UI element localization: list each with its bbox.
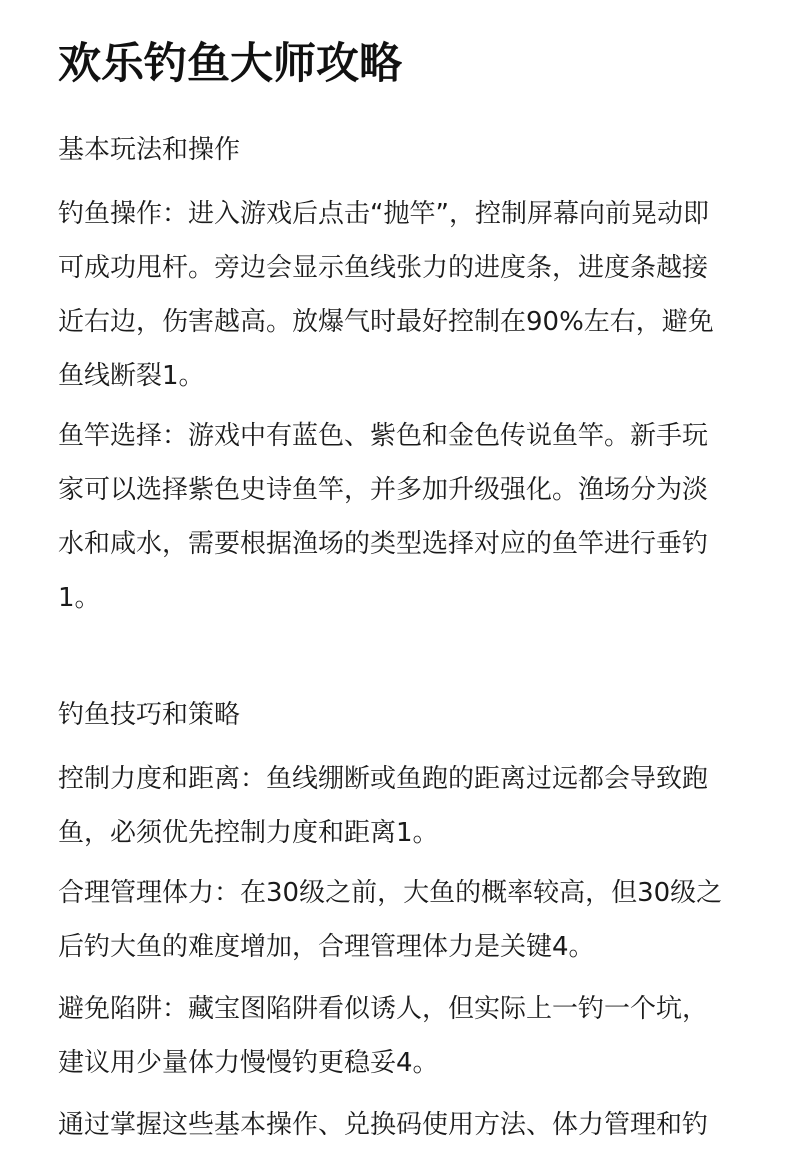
paragraph-fishing-operation [58, 187, 748, 403]
paragraph-line: 钓鱼操作：进入游戏后点击“抛竿”，控制屏幕向前晃动即 [58, 199, 709, 229]
section-heading-tips: 钓鱼技巧和策略 [58, 700, 241, 730]
paragraph-line: 合理管理体力：在30级之前，大鱼的概率较高，但30级之 [58, 878, 723, 908]
paragraph-line: 建议用少量体力慢慢钓更稳妥4。 [58, 1048, 439, 1078]
paragraph-line: 家可以选择紫色史诗鱼竿，并多加升级强化。渔场分为淡 [58, 475, 709, 505]
paragraph-line: 通过掌握这些基本操作、兑换码使用方法、体力管理和钓 [58, 1110, 709, 1140]
paragraph-summary [58, 1098, 748, 1152]
paragraph-line: 可成功甩杆。旁边会显示鱼线张力的进度条，进度条越接 [58, 253, 709, 283]
paragraph-rod-selection [58, 409, 748, 625]
paragraph-line: 避免陷阱：藏宝图陷阱看似诱人，但实际上一钓一个坑， [58, 994, 709, 1024]
paragraph-line: 后钓大鱼的难度增加，合理管理体力是关键4。 [58, 932, 595, 962]
paragraph-line: 1。 [58, 583, 101, 613]
paragraph-line: 近右边，伤害越高。放爆气时最好控制在90%左右，避免 [58, 307, 714, 337]
paragraph-line: 鱼竿选择：游戏中有蓝色、紫色和金色传说鱼竿。新手玩 [58, 421, 709, 451]
section-heading-basics: 基本玩法和操作 [58, 135, 241, 165]
paragraph-control-force [58, 752, 748, 860]
paragraph-avoid-traps [58, 982, 748, 1090]
page-title: 欢乐钓鱼大师攻略 [58, 39, 402, 89]
paragraph-stamina [58, 866, 748, 974]
paragraph-line: 鱼线断裂1。 [58, 361, 205, 391]
paragraph-line: 控制力度和距离：鱼线绷断或鱼跑的距离过远都会导致跑 [58, 764, 709, 794]
paragraph-line: 水和咸水，需要根据渔场的类型选择对应的鱼竿进行垂钓 [58, 529, 709, 559]
paragraph-line: 鱼，必须优先控制力度和距离1。 [58, 818, 439, 848]
